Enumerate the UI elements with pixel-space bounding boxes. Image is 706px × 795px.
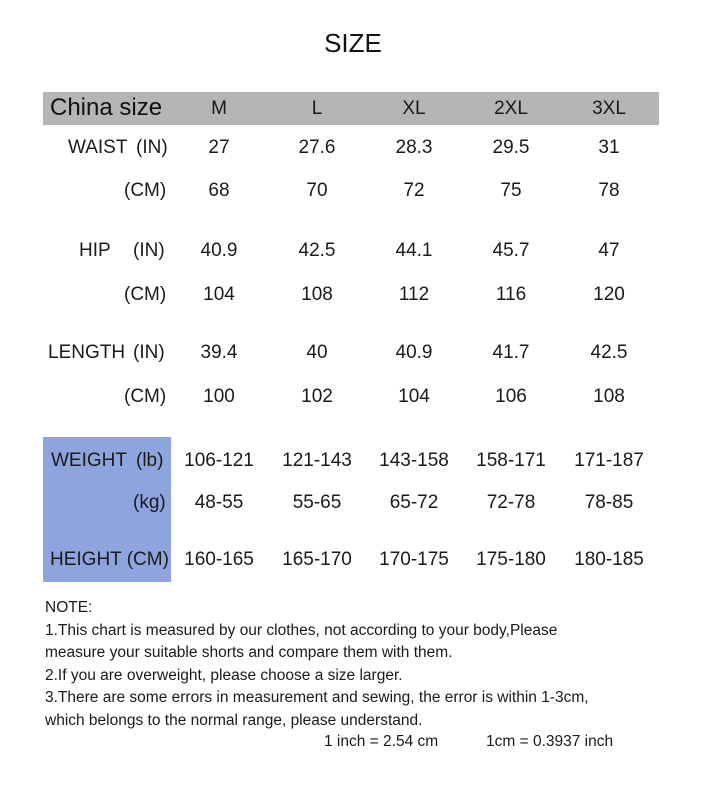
hip-in-cell: 40.9 xyxy=(200,240,238,261)
waist-cm-cell: 68 xyxy=(208,180,230,201)
waist-cm-cell: 70 xyxy=(306,180,328,201)
waist-label: WAIST xyxy=(68,137,128,158)
hip-cm-cell: 112 xyxy=(398,284,430,305)
hip-label: HIP xyxy=(79,240,111,261)
waist-in-cell: 31 xyxy=(598,137,620,158)
length-in-cell: 40.9 xyxy=(395,342,433,363)
length-in-cell: 42.5 xyxy=(590,342,628,363)
length-cm-cell: 104 xyxy=(398,386,430,407)
waist-in-unit: (IN) xyxy=(136,137,168,158)
size-header-cell: 3XL xyxy=(592,98,626,119)
weight-lb-cell: 106-121 xyxy=(184,450,254,471)
waist-cm-cell: 78 xyxy=(598,180,620,201)
hip-cm-cell: 108 xyxy=(301,284,333,305)
size-header-cell: 2XL xyxy=(494,98,528,119)
page-title: SIZE xyxy=(324,28,382,58)
hip-in-unit: (IN) xyxy=(133,240,165,261)
length-cm-unit: (CM) xyxy=(124,386,167,407)
hip-in-cell: 45.7 xyxy=(492,240,530,261)
weight-kg-unit: (kg) xyxy=(133,492,166,513)
note-line: 3.There are some errors in measurement and sewing, the error is within 1-3cm, xyxy=(45,689,589,706)
weight-lb-cell: 121-143 xyxy=(282,450,352,471)
weight-kg-cell: 78-85 xyxy=(584,492,634,513)
china-size-label: China size xyxy=(50,94,163,121)
weight-kg-cell: 55-65 xyxy=(292,492,342,513)
waist-in-cell: 27.6 xyxy=(298,137,336,158)
notes-block xyxy=(45,597,665,732)
length-in-cell: 40 xyxy=(306,342,328,363)
size-header-cell: XL xyxy=(402,98,426,119)
note-line: 2.If you are overweight, please choose a size larger. xyxy=(45,666,403,684)
weight-lb-cell: 143-158 xyxy=(379,450,449,471)
waist-in-cell: 27 xyxy=(208,137,230,158)
note-line: measure your suitable shorts and compare them with them. xyxy=(45,644,453,661)
height-cm-cell: 175-180 xyxy=(476,549,546,570)
height-cm-cell: 165-170 xyxy=(282,549,352,570)
weight-lb-unit: (lb) xyxy=(136,450,164,471)
height-cm-cell: 170-175 xyxy=(379,549,449,570)
weight-lb-cell: 158-171 xyxy=(476,450,546,471)
size-header-cell: L xyxy=(311,98,323,119)
weight-kg-cell: 65-72 xyxy=(389,492,439,513)
waist-in-cell: 29.5 xyxy=(492,137,530,158)
length-in-cell: 41.7 xyxy=(492,342,530,363)
hip-in-cell: 47 xyxy=(598,240,620,261)
length-label: LENGTH xyxy=(48,342,126,363)
cm-conversion: 1cm = 0.3937 inch xyxy=(486,733,614,750)
length-cm-cell: 102 xyxy=(301,386,333,407)
height-cm-cell: 180-185 xyxy=(574,549,644,570)
weight-lb-cell: 171-187 xyxy=(574,450,644,471)
note-line: which belongs to the normal range, please understand. xyxy=(45,711,423,729)
weight-label: WEIGHT xyxy=(51,450,127,471)
length-in-unit: (IN) xyxy=(133,342,165,363)
waist-in-cell: 28.3 xyxy=(395,137,433,158)
hip-cm-cell: 104 xyxy=(203,284,235,305)
length-cm-cell: 100 xyxy=(203,386,235,407)
weight-kg-cell: 72-78 xyxy=(486,492,536,513)
height-label: HEIGHT (CM) xyxy=(50,549,169,570)
height-cm-cell: 160-165 xyxy=(184,549,254,570)
hip-cm-unit: (CM) xyxy=(124,284,167,305)
weight-kg-cell: 48-55 xyxy=(194,492,244,513)
length-cm-cell: 108 xyxy=(593,386,625,407)
length-cm-cell: 106 xyxy=(495,386,527,407)
note-line: 1.This chart is measured by our clothes, not according to your body,Please xyxy=(45,621,558,639)
inch-conversion: 1 inch = 2.54 cm xyxy=(324,733,439,750)
waist-cm-unit: (CM) xyxy=(124,180,167,201)
hip-cm-cell: 120 xyxy=(593,284,625,305)
hip-in-cell: 42.5 xyxy=(298,240,336,261)
waist-cm-cell: 75 xyxy=(500,180,522,201)
hip-in-cell: 44.1 xyxy=(395,240,433,261)
waist-cm-cell: 72 xyxy=(403,180,425,201)
hip-cm-cell: 116 xyxy=(495,284,527,305)
note-heading: NOTE: xyxy=(45,599,93,616)
size-header-cell: M xyxy=(211,98,227,119)
length-in-cell: 39.4 xyxy=(200,342,238,363)
